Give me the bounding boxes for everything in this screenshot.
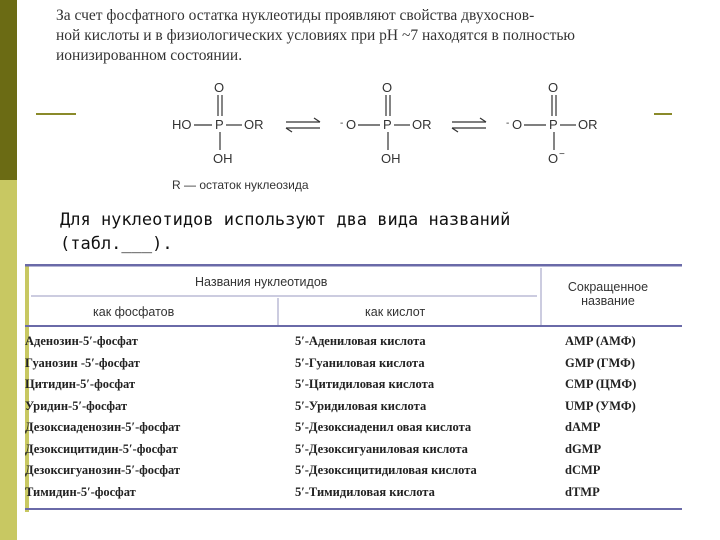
row-phosphate-name: Дезоксиаденозин-5′-фосфат (25, 420, 181, 434)
s2-minus: - (340, 118, 344, 129)
intro-paragraph (56, 6, 696, 66)
header-acids: как кислот (365, 305, 426, 319)
row-phosphate-name: Цитидин-5′-фосфат (25, 377, 136, 391)
left-dash (36, 113, 76, 115)
row-short-name: dTMP (565, 484, 600, 499)
row-short-name: dCMP (565, 463, 601, 477)
row-acid-name: 5′-Уридиловая кислота (295, 398, 427, 413)
row-short-name: GMP (ГМФ) (565, 355, 636, 370)
s2-oh: OH (381, 151, 401, 166)
header-phosphates: как фосфатов (93, 305, 175, 319)
s3-o-bottom: O (548, 151, 559, 166)
row-phosphate-name: Уридин-5′-фосфат (25, 398, 128, 413)
header-short-line-1: Сокращенное (567, 280, 649, 294)
s1-or: OR (244, 117, 264, 132)
s3-minus: - (506, 118, 510, 129)
nucleotide-table (25, 264, 682, 510)
row-short-name: AMP (АМФ) (565, 334, 636, 348)
intro-line-2: ной кислоты и в физиологических условиях при pH ~7 находятся в полностью (56, 27, 575, 44)
row-short-name: dAMP (565, 420, 601, 434)
row-acid-name: 5′-Дезоксигуаниловая кислота (295, 441, 468, 456)
s1-p: P (215, 117, 224, 132)
intro-line-1: За счет фосфатного остатка нуклеотиды проявляют свойства двухоснов- (56, 7, 535, 24)
s2-p: P (383, 117, 392, 132)
s3-top-o: O (548, 80, 559, 95)
row-acid-name: 5′-Дезоксицитидиловая кислота (295, 463, 477, 477)
header-main: Названия нуклеотидов (195, 275, 328, 289)
ionization-scheme (160, 80, 620, 180)
row-phosphate-name: Дезоксигуанозин-5′-фосфат (25, 463, 181, 477)
s3-o: O (512, 117, 523, 132)
row-phosphate-name: Аденозин-5′-фосфат (25, 334, 138, 348)
intro-line-3: ионизированном состоянии. (56, 47, 243, 64)
s1-ho: HO (172, 117, 192, 132)
row-short-name: dGMP (565, 441, 602, 456)
row-phosphate-name: Дезоксицитидин-5′-фосфат (25, 441, 178, 456)
row-acid-name: 5′-Цитидиловая кислота (295, 377, 435, 391)
s2-top-o: O (382, 80, 393, 95)
s1-oh: OH (213, 151, 233, 166)
side-bar-dark (0, 0, 17, 180)
row-phosphate-name: Тимидин-5′-фосфат (25, 484, 136, 499)
s3-p: P (549, 117, 558, 132)
row-short-name: CMP (ЦМФ) (565, 377, 637, 391)
right-dash (654, 113, 672, 115)
s2-o: O (346, 117, 357, 132)
side-bar-light (0, 180, 17, 540)
s3-or: OR (578, 117, 598, 132)
row-acid-name: 5′-Гуаниловая кислота (295, 355, 425, 370)
row-acid-name: 5′-Дезоксиаденил овая кислота (295, 420, 472, 434)
s3-superminus: − (559, 149, 565, 160)
s1-top-o: O (214, 80, 225, 95)
row-short-name: UMP (УМФ) (565, 398, 636, 413)
row-phosphate-name: Гуанозин -5′-фосфат (25, 355, 140, 370)
row-acid-name: 5′-Адениловая кислота (295, 334, 426, 348)
header-short-name (556, 280, 660, 308)
s2-or: OR (412, 117, 432, 132)
r-note: R — остаток нуклеозида (172, 178, 309, 192)
caption-line-1: Для нуклеотидов используют два вида названий (60, 210, 511, 230)
row-acid-name: 5′-Тимидиловая кислота (295, 484, 435, 499)
header-short-line-2: название (581, 294, 635, 308)
caption (60, 208, 510, 256)
caption-line-2: (табл.___). (60, 234, 173, 254)
